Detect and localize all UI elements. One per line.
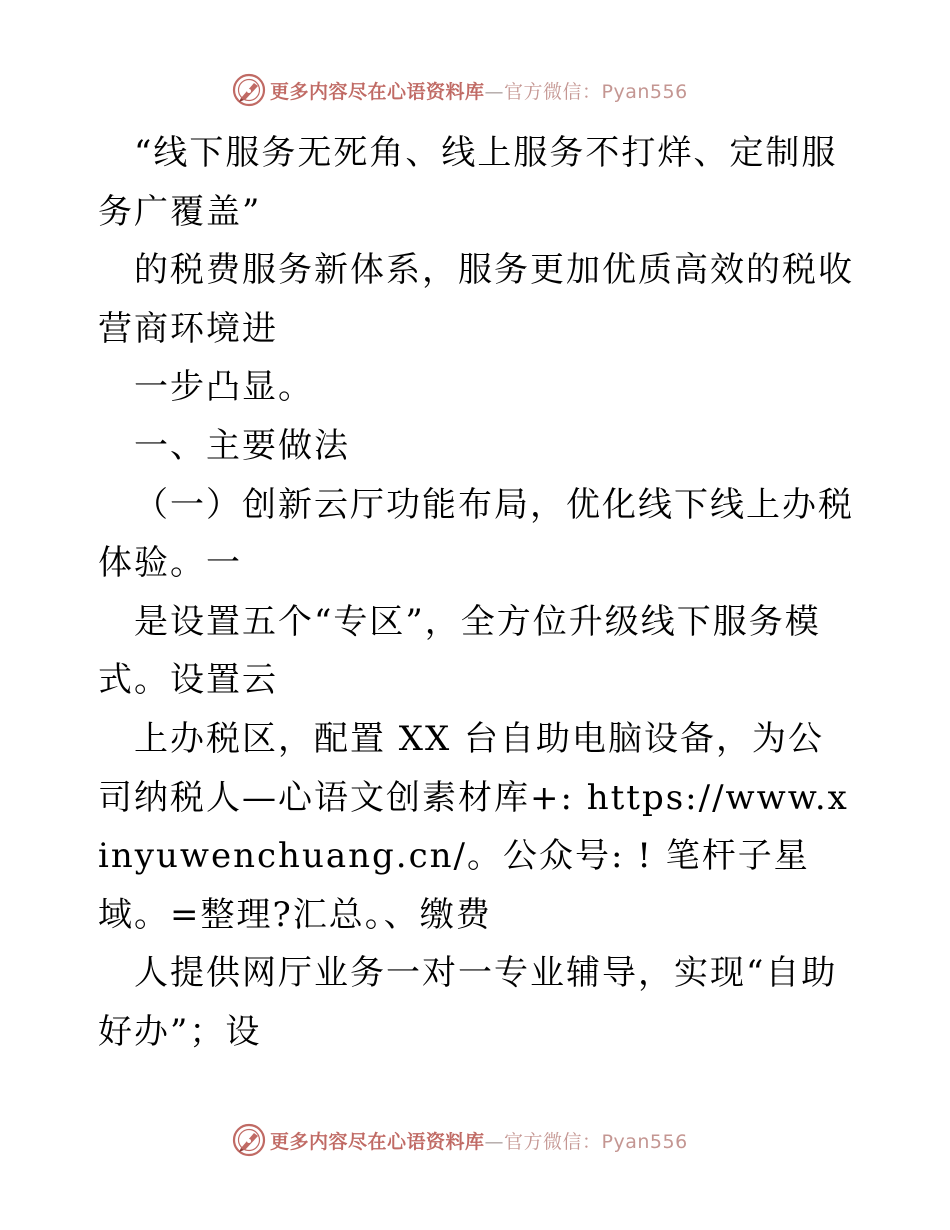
header-brand-text: 更多内容尽在心语资料库 bbox=[270, 80, 485, 103]
header-banner bbox=[232, 73, 688, 107]
footer-brand-text: 更多内容尽在心语资料库 bbox=[270, 1130, 485, 1153]
paragraph-4: （一）创新云厅功能布局，优化线下线上办税体验。一 bbox=[98, 484, 854, 584]
paragraph-2: 的税费服务新体系，服务更加优质高效的税收营商环境进 bbox=[98, 250, 854, 349]
paragraph-1: “线下服务无死角、线上服务不打烊、定制服务广覆盖” bbox=[98, 133, 838, 232]
footer-contact-text: 官方微信：Pyan556 bbox=[504, 1130, 688, 1153]
pen-logo-icon bbox=[232, 1123, 266, 1157]
header-separator: — bbox=[484, 80, 505, 103]
footer-separator: — bbox=[484, 1130, 505, 1153]
section-heading: 一、主要做法 bbox=[134, 425, 350, 466]
paragraph-6: 上办税区，配置 XX 台自助电脑设备，为公司纳税人—心语文创素材库+: https://www.xinyuwenchuang.cn/。公众号: ! 笔杆子星域。=整理?汇总。、缴费 bbox=[98, 718, 849, 935]
document-body bbox=[98, 124, 858, 1062]
pen-logo-icon bbox=[232, 73, 266, 107]
paragraph-3: 一步凸显。 bbox=[134, 367, 314, 408]
paragraph-7: 人提供网厅业务一对一专业辅导，实现“自助好办”；设 bbox=[98, 953, 838, 1052]
header-contact-text: 官方微信：Pyan556 bbox=[504, 80, 688, 103]
footer-banner-text bbox=[270, 1127, 688, 1154]
footer-banner bbox=[232, 1123, 688, 1157]
paragraph-5: 是设置五个“专区”，全方位升级线下服务模式。设置云 bbox=[98, 601, 821, 701]
header-banner-text bbox=[270, 77, 688, 104]
